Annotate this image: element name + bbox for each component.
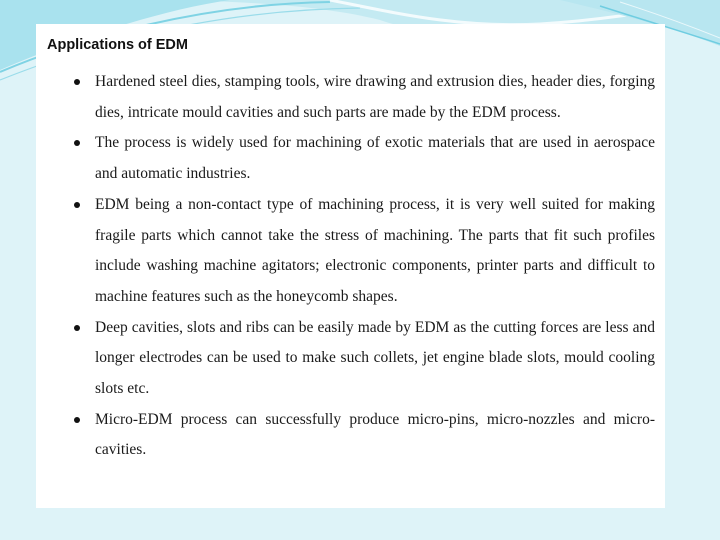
- bullet-icon: [74, 325, 80, 331]
- list-item: [47, 313, 655, 405]
- list-item-text: Micro-EDM process can successfully produce micro-pins, micro-nozzles and micro-cavities.: [95, 410, 655, 459]
- applications-list: [47, 67, 655, 466]
- bullet-icon: [74, 140, 80, 146]
- list-item-text: The process is widely used for machining of exotic materials that are used in aerospace and automatic industries.: [95, 134, 655, 183]
- list-item: [47, 67, 655, 128]
- bullet-icon: [74, 417, 80, 423]
- bullet-icon: [74, 79, 80, 85]
- list-item: [47, 128, 655, 189]
- document-panel: [36, 24, 665, 508]
- list-item-text: EDM being a non-contact type of machining process, it is very well suited for making fragile parts which cannot take the stress of machining. The parts that fit such profiles include washing machine agitators; electronic components, printer parts and difficult to machine features such as the honeycomb shapes.: [95, 195, 655, 305]
- list-item: [47, 190, 655, 313]
- list-item: [47, 405, 655, 466]
- list-item-text: Deep cavities, slots and ribs can be easily made by EDM as the cutting forces are less and longer electrodes can be used to make such collets, jet engine blade slots, mould cooling slots etc.: [95, 318, 655, 398]
- bullet-icon: [74, 202, 80, 208]
- page-title: Applications of EDM: [47, 37, 188, 53]
- list-item-text: Hardened steel dies, stamping tools, wire drawing and extrusion dies, header dies, forging dies, intricate mould cavities and such parts are made by the EDM process.: [95, 73, 655, 121]
